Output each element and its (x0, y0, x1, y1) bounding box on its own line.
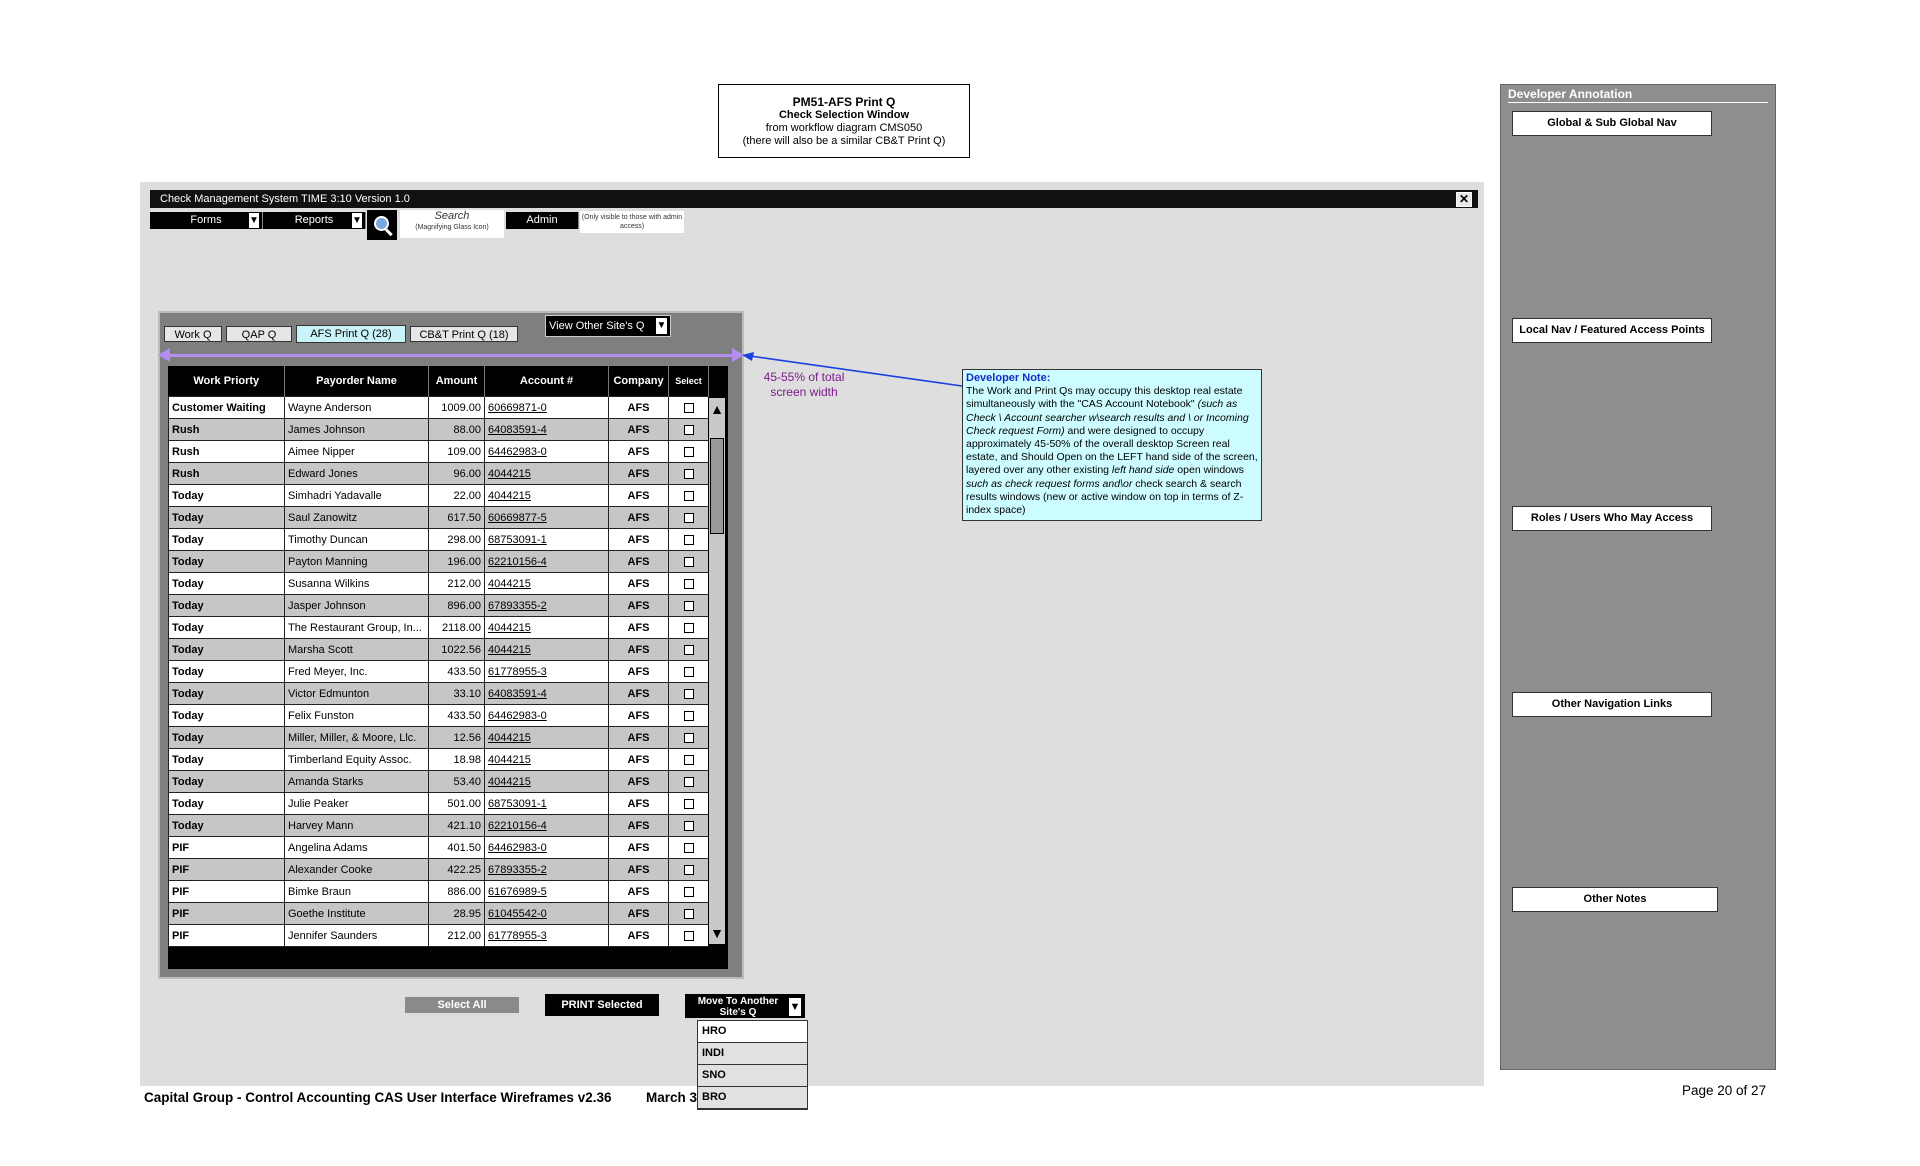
select-cell (669, 441, 709, 463)
select-checkbox[interactable] (684, 601, 694, 611)
table-row[interactable] (169, 727, 709, 749)
scroll-up-icon[interactable]: ▲ (710, 401, 724, 417)
app-titlebar (150, 190, 1478, 208)
select-checkbox[interactable] (684, 711, 694, 721)
column-header-amount[interactable]: Amount (429, 366, 485, 397)
width-dimension-line (166, 354, 736, 357)
payorder-name-cell: Alexander Cooke (285, 859, 429, 881)
column-header-select: Select (669, 366, 709, 397)
amount-cell: 33.10 (429, 683, 485, 705)
move-to-site-dropdown[interactable] (683, 992, 807, 1020)
table-row[interactable] (169, 705, 709, 727)
amount-cell: 298.00 (429, 529, 485, 551)
select-cell (669, 881, 709, 903)
payorder-name-cell: Aimee Nipper (285, 441, 429, 463)
select-checkbox[interactable] (684, 799, 694, 809)
account-link[interactable]: 4044215 (485, 485, 609, 507)
table-row[interactable] (169, 925, 709, 947)
account-link[interactable]: 4044215 (485, 617, 609, 639)
forms-menu-button[interactable] (150, 212, 263, 229)
payorder-name-cell: Amanda Starks (285, 771, 429, 793)
amount-cell: 1009.00 (429, 397, 485, 419)
select-checkbox[interactable] (684, 535, 694, 545)
chevron-down-icon: ▼ (249, 215, 259, 226)
select-cell (669, 529, 709, 551)
priority-cell: Rush (169, 419, 285, 441)
amount-cell: 96.00 (429, 463, 485, 485)
amount-cell: 22.00 (429, 485, 485, 507)
select-cell (669, 859, 709, 881)
admin-button[interactable] (506, 212, 579, 229)
site-option-indi[interactable]: INDI (698, 1043, 807, 1065)
select-checkbox[interactable] (684, 821, 694, 831)
priority-cell: Today (169, 793, 285, 815)
table-row[interactable] (169, 595, 709, 617)
footer-page-number: Page 20 of 27 (1682, 1083, 1767, 1098)
account-link[interactable]: 4044215 (485, 463, 609, 485)
chevron-down-icon: ▼ (352, 215, 362, 226)
footer-date: March 3 (646, 1090, 698, 1105)
amount-cell: 212.00 (429, 573, 485, 595)
priority-cell: Today (169, 573, 285, 595)
select-cell (669, 771, 709, 793)
account-link[interactable]: 4044215 (485, 727, 609, 749)
developer-note-body: The Work and Print Qs may occupy this desktop real estate simultaneously with the "CAS Account Notebook" (such as Check \ Account searcher w\search results and \ or Incoming Check request Form) and were designed to occupy approximately 45-50% of the overall desktop Screen real estate, and Should Open on the LEFT hand side of the screen, layered over any other existing left hand side open windows such as check request forms and\or check search & search results windows (new or active window on top in terms of Z-index space) (966, 385, 1258, 517)
column-header-priority[interactable]: Work Priorty (169, 366, 285, 397)
select-checkbox[interactable] (684, 667, 694, 677)
select-cell (669, 903, 709, 925)
annotation-global-nav: Global & Sub Global Nav (1512, 111, 1712, 136)
amount-cell: 88.00 (429, 419, 485, 441)
account-link[interactable]: 67893355-2 (485, 859, 609, 881)
company-cell: AFS (609, 683, 669, 705)
move-to-site-label: Move To Another Site's Q (697, 996, 779, 1018)
company-cell: AFS (609, 903, 669, 925)
amount-cell: 28.95 (429, 903, 485, 925)
tab-afs-print-q[interactable]: AFS Print Q (28) (296, 325, 406, 343)
wireframe-subtitle: Check Selection Window (778, 109, 910, 121)
select-checkbox[interactable] (684, 843, 694, 853)
payorder-name-cell: James Johnson (285, 419, 429, 441)
table-header-row (169, 366, 709, 397)
account-link[interactable]: 62210156-4 (485, 551, 609, 573)
payorder-name-cell: Susanna Wilkins (285, 573, 429, 595)
select-checkbox[interactable] (684, 865, 694, 875)
payorder-name-cell: Victor Edmunton (285, 683, 429, 705)
table-row[interactable] (169, 529, 709, 551)
priority-cell: Today (169, 771, 285, 793)
wireframe-title-box (718, 84, 970, 158)
company-cell: AFS (609, 859, 669, 881)
tab-qap-q[interactable]: QAP Q (226, 326, 292, 342)
company-cell: AFS (609, 573, 669, 595)
priority-cell: Today (169, 617, 285, 639)
select-all-button[interactable]: Select All (403, 995, 521, 1015)
site-option-hro[interactable]: HRO (698, 1021, 807, 1043)
select-checkbox[interactable] (684, 469, 694, 479)
account-link[interactable]: 68753091-1 (485, 793, 609, 815)
reports-menu-button[interactable] (263, 212, 366, 229)
print-selected-button[interactable]: PRINT Selected (543, 992, 661, 1018)
table-row[interactable] (169, 419, 709, 441)
select-cell (669, 793, 709, 815)
select-cell (669, 683, 709, 705)
amount-cell: 501.00 (429, 793, 485, 815)
priority-cell: Today (169, 705, 285, 727)
account-link[interactable]: 64083591-4 (485, 683, 609, 705)
select-checkbox[interactable] (684, 579, 694, 589)
amount-cell: 18.98 (429, 749, 485, 771)
priority-cell: Today (169, 749, 285, 771)
site-option-bro[interactable]: BRO (698, 1087, 807, 1109)
select-checkbox[interactable] (684, 623, 694, 633)
account-link[interactable]: 61778955-3 (485, 661, 609, 683)
payorder-name-cell: Goethe Institute (285, 903, 429, 925)
annotation-local-nav: Local Nav / Featured Access Points (1512, 318, 1712, 343)
table-row[interactable] (169, 793, 709, 815)
company-cell: AFS (609, 925, 669, 947)
payorder-name-cell: Wayne Anderson (285, 397, 429, 419)
select-checkbox[interactable] (684, 777, 694, 787)
amount-cell: 896.00 (429, 595, 485, 617)
table-row[interactable] (169, 859, 709, 881)
select-checkbox[interactable] (684, 557, 694, 567)
account-link[interactable]: 4044215 (485, 573, 609, 595)
priority-cell: Today (169, 683, 285, 705)
arrow-left-icon (158, 348, 170, 362)
account-link[interactable]: 61778955-3 (485, 925, 609, 947)
search-note: (Magnifying Glass Icon) (415, 224, 489, 231)
table-row[interactable] (169, 903, 709, 925)
account-link[interactable]: 60669871-0 (485, 397, 609, 419)
priority-cell: Today (169, 639, 285, 661)
chevron-down-icon: ▼ (656, 318, 667, 334)
close-icon[interactable]: ✕ (1456, 192, 1472, 207)
company-cell: AFS (609, 793, 669, 815)
amount-cell: 617.50 (429, 507, 485, 529)
table-row[interactable] (169, 815, 709, 837)
amount-cell: 433.50 (429, 705, 485, 727)
site-options-list (697, 1020, 808, 1110)
company-cell: AFS (609, 419, 669, 441)
select-cell (669, 573, 709, 595)
payorder-name-cell: Bimke Braun (285, 881, 429, 903)
company-cell: AFS (609, 661, 669, 683)
developer-annotation-panel (1500, 84, 1776, 1070)
column-header-name[interactable]: Payorder Name (285, 366, 429, 397)
select-cell (669, 463, 709, 485)
amount-cell: 401.50 (429, 837, 485, 859)
priority-cell: Today (169, 529, 285, 551)
amount-cell: 422.25 (429, 859, 485, 881)
payorder-name-cell: Timberland Equity Assoc. (285, 749, 429, 771)
forms-label: Forms (190, 214, 222, 226)
priority-cell: PIF (169, 881, 285, 903)
queue-table (168, 366, 709, 947)
payorder-name-cell: Marsha Scott (285, 639, 429, 661)
account-link[interactable]: 4044215 (485, 639, 609, 661)
payorder-name-cell: Fred Meyer, Inc. (285, 661, 429, 683)
account-link[interactable]: 68753091-1 (485, 529, 609, 551)
developer-annotation-title: Developer Annotation (1508, 87, 1768, 103)
payorder-name-cell: Saul Zanowitz (285, 507, 429, 529)
scrollbar-thumb[interactable] (710, 438, 724, 534)
wireframe-source: from workflow diagram CMS050 (765, 122, 923, 134)
amount-cell: 886.00 (429, 881, 485, 903)
select-cell (669, 551, 709, 573)
table-row[interactable] (169, 617, 709, 639)
select-cell (669, 397, 709, 419)
priority-cell: Today (169, 551, 285, 573)
payorder-name-cell: Simhadri Yadavalle (285, 485, 429, 507)
company-cell: AFS (609, 551, 669, 573)
select-checkbox[interactable] (684, 425, 694, 435)
select-checkbox[interactable] (684, 645, 694, 655)
priority-cell: Today (169, 727, 285, 749)
company-cell: AFS (609, 837, 669, 859)
admin-note: (Only visible to those with admin access) (580, 211, 684, 233)
company-cell: AFS (609, 397, 669, 419)
company-cell: AFS (609, 617, 669, 639)
select-checkbox[interactable] (684, 491, 694, 501)
company-cell: AFS (609, 485, 669, 507)
column-header-company[interactable]: Company (609, 366, 669, 397)
priority-cell: PIF (169, 837, 285, 859)
amount-cell: 212.00 (429, 925, 485, 947)
table-row[interactable] (169, 551, 709, 573)
company-cell: AFS (609, 771, 669, 793)
table-row[interactable] (169, 749, 709, 771)
company-cell: AFS (609, 815, 669, 837)
company-cell: AFS (609, 749, 669, 771)
priority-cell: Today (169, 815, 285, 837)
select-checkbox[interactable] (684, 931, 694, 941)
reports-label: Reports (294, 214, 334, 226)
select-cell (669, 639, 709, 661)
payorder-name-cell: Edward Jones (285, 463, 429, 485)
select-checkbox[interactable] (684, 689, 694, 699)
company-cell: AFS (609, 595, 669, 617)
select-checkbox[interactable] (684, 909, 694, 919)
payorder-name-cell: Harvey Mann (285, 815, 429, 837)
table-row[interactable] (169, 485, 709, 507)
select-cell (669, 727, 709, 749)
search-label-box (400, 210, 504, 238)
payorder-name-cell: Miller, Miller, & Moore, Llc. (285, 727, 429, 749)
account-link[interactable]: 61045542-0 (485, 903, 609, 925)
column-header-account[interactable]: Account # (485, 366, 609, 397)
wireframe-note: (there will also be a similar CB&T Print Q) (742, 135, 946, 147)
table-row[interactable] (169, 573, 709, 595)
account-link[interactable]: 61676989-5 (485, 881, 609, 903)
annotation-other-links: Other Navigation Links (1512, 692, 1712, 717)
select-checkbox[interactable] (684, 733, 694, 743)
select-cell (669, 661, 709, 683)
table-row[interactable] (169, 441, 709, 463)
payorder-name-cell: Jennifer Saunders (285, 925, 429, 947)
company-cell: AFS (609, 705, 669, 727)
company-cell: AFS (609, 639, 669, 661)
priority-cell: Customer Waiting (169, 397, 285, 419)
developer-note (962, 369, 1262, 521)
select-checkbox[interactable] (684, 755, 694, 765)
account-link[interactable]: 4044215 (485, 771, 609, 793)
select-checkbox[interactable] (684, 403, 694, 413)
select-checkbox[interactable] (684, 887, 694, 897)
select-cell (669, 419, 709, 441)
select-cell (669, 815, 709, 837)
account-link[interactable]: 60669877-5 (485, 507, 609, 529)
chevron-down-icon: ▼ (789, 998, 801, 1016)
developer-note-heading: Developer Note: (966, 372, 1051, 384)
site-option-sno[interactable]: SNO (698, 1065, 807, 1087)
footer-document-title: Capital Group - Control Accounting CAS User Interface Wireframes v2.36 (144, 1090, 612, 1105)
wireframe-title: PM51-AFS Print Q (792, 95, 896, 109)
priority-cell: Rush (169, 463, 285, 485)
admin-label: Admin (526, 214, 558, 226)
search-icon[interactable] (367, 210, 397, 240)
account-link[interactable]: 64083591-4 (485, 419, 609, 441)
payorder-name-cell: Julie Peaker (285, 793, 429, 815)
select-cell (669, 507, 709, 529)
account-link[interactable]: 4044215 (485, 749, 609, 771)
company-cell: AFS (609, 463, 669, 485)
view-other-label: View Other Site's Q (549, 320, 645, 332)
select-cell (669, 925, 709, 947)
amount-cell: 421.10 (429, 815, 485, 837)
table-row[interactable] (169, 639, 709, 661)
payorder-name-cell: Felix Funston (285, 705, 429, 727)
account-link[interactable]: 64462983-0 (485, 705, 609, 727)
table-row[interactable] (169, 397, 709, 419)
payorder-name-cell: Payton Manning (285, 551, 429, 573)
priority-cell: PIF (169, 859, 285, 881)
account-link[interactable]: 62210156-4 (485, 815, 609, 837)
account-link[interactable]: 67893355-2 (485, 595, 609, 617)
priority-cell: PIF (169, 925, 285, 947)
amount-cell: 1022.56 (429, 639, 485, 661)
queue-table-container (168, 366, 728, 969)
company-cell: AFS (609, 507, 669, 529)
payorder-name-cell: The Restaurant Group, In... (285, 617, 429, 639)
select-cell (669, 617, 709, 639)
search-label: Search (434, 210, 470, 222)
width-annotation: 45-55% of total screen width (763, 370, 845, 399)
table-row[interactable] (169, 507, 709, 529)
payorder-name-cell: Jasper Johnson (285, 595, 429, 617)
annotation-other-notes: Other Notes (1512, 887, 1718, 912)
priority-cell: Rush (169, 441, 285, 463)
company-cell: AFS (609, 881, 669, 903)
amount-cell: 433.50 (429, 661, 485, 683)
select-cell (669, 837, 709, 859)
view-other-sites-dropdown[interactable] (545, 315, 671, 337)
tab-cbt-print-q[interactable]: CB&T Print Q (18) (410, 326, 518, 342)
annotation-roles: Roles / Users Who May Access (1512, 506, 1712, 531)
select-cell (669, 705, 709, 727)
tab-work-q[interactable]: Work Q (164, 326, 222, 342)
account-link[interactable]: 64462983-0 (485, 441, 609, 463)
company-cell: AFS (609, 727, 669, 749)
select-cell (669, 595, 709, 617)
amount-cell: 12.56 (429, 727, 485, 749)
company-cell: AFS (609, 441, 669, 463)
priority-cell: Today (169, 507, 285, 529)
app-title: Check Management System TIME 3:10 Version 1.0 (160, 193, 410, 205)
payorder-name-cell: Angelina Adams (285, 837, 429, 859)
account-link[interactable]: 64462983-0 (485, 837, 609, 859)
priority-cell: Today (169, 595, 285, 617)
table-row[interactable] (169, 771, 709, 793)
select-checkbox[interactable] (684, 447, 694, 457)
table-row[interactable] (169, 661, 709, 683)
priority-cell: Today (169, 661, 285, 683)
table-row[interactable] (169, 881, 709, 903)
amount-cell: 109.00 (429, 441, 485, 463)
table-row[interactable] (169, 837, 709, 859)
amount-cell: 2118.00 (429, 617, 485, 639)
table-row[interactable] (169, 683, 709, 705)
company-cell: AFS (609, 529, 669, 551)
scroll-down-icon[interactable]: ▼ (710, 925, 724, 941)
select-cell (669, 749, 709, 771)
note-pointer-arrow (740, 350, 965, 390)
amount-cell: 196.00 (429, 551, 485, 573)
amount-cell: 53.40 (429, 771, 485, 793)
priority-cell: PIF (169, 903, 285, 925)
table-row[interactable] (169, 463, 709, 485)
priority-cell: Today (169, 485, 285, 507)
payorder-name-cell: Timothy Duncan (285, 529, 429, 551)
select-checkbox[interactable] (684, 513, 694, 523)
select-cell (669, 485, 709, 507)
